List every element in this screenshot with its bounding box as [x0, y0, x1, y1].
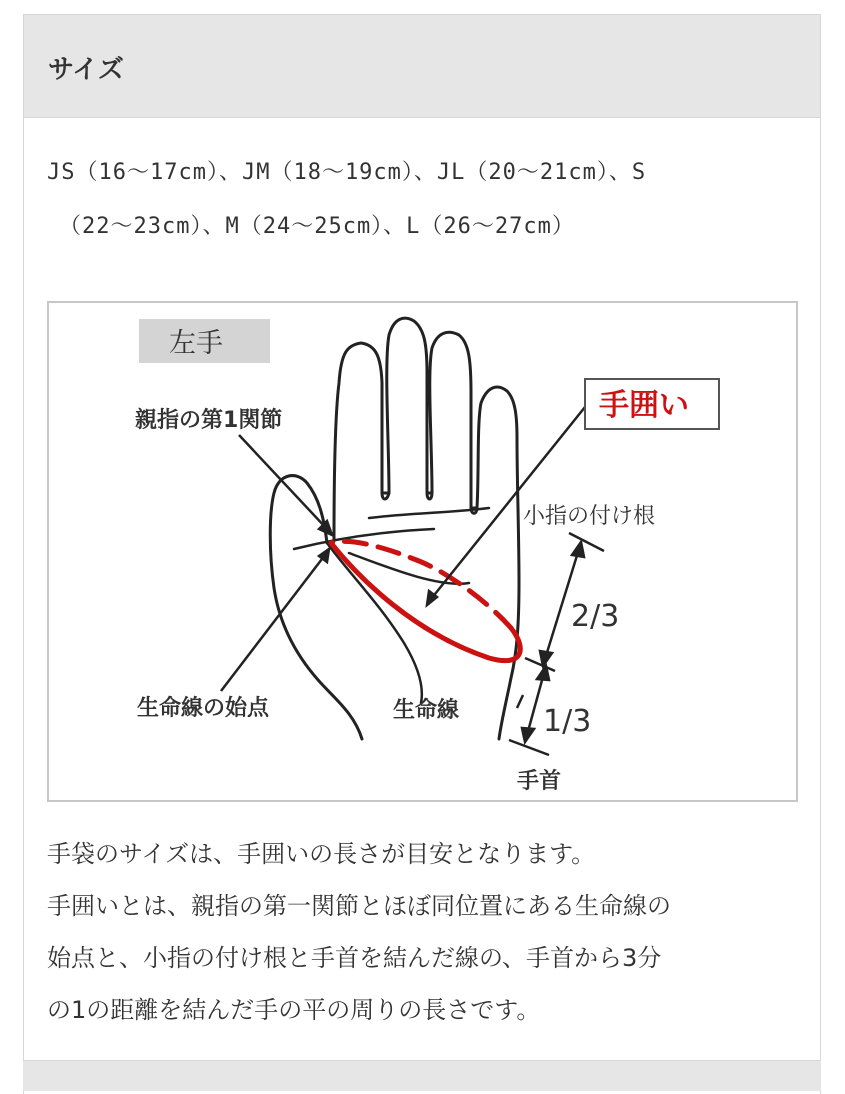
size-list-line-2: （22〜23cm）、M（24〜25cm）、L（26〜27cm）: [59, 214, 575, 239]
thumb-joint-label: 親指の第1関節: [135, 408, 283, 433]
description-line-3: 始点と、小指の付け根と手首を結んだ線の、手首から3分: [47, 944, 662, 972]
wrist-label: 手首: [517, 769, 562, 794]
ratio-lower-label: 1/3: [543, 704, 592, 739]
hand-outline: [270, 318, 519, 739]
pinky-base-label: 小指の付け根: [523, 504, 656, 529]
circumference-loop: [331, 541, 520, 660]
size-list-line-1: JS（16〜17cm）、JM（18〜19cm）、JL（20〜21cm）、S: [47, 160, 647, 185]
description-line-2: 手囲いとは、親指の第一関節とほぼ同位置にある生命線の: [47, 892, 671, 920]
size-list: [47, 146, 787, 254]
life-line-start-label: 生命線の始点: [137, 696, 270, 721]
section-title: サイズ: [48, 55, 124, 85]
left-hand-label: 左手: [169, 328, 223, 359]
life-line-label: 生命線: [393, 698, 460, 723]
size-description: [47, 828, 807, 1036]
hand-circumference-label: 手囲い: [599, 388, 689, 423]
hand-measurement-diagram: [47, 301, 798, 802]
size-section-header: [23, 14, 821, 118]
ratio-upper-label: 2/3: [571, 599, 620, 634]
description-line-4: の1の距離を結んだ手の平の周りの長さです。: [47, 996, 541, 1024]
description-line-1: 手袋のサイズは、手囲いの長さが目安となります。: [47, 840, 596, 868]
next-section-header: [23, 1060, 821, 1091]
